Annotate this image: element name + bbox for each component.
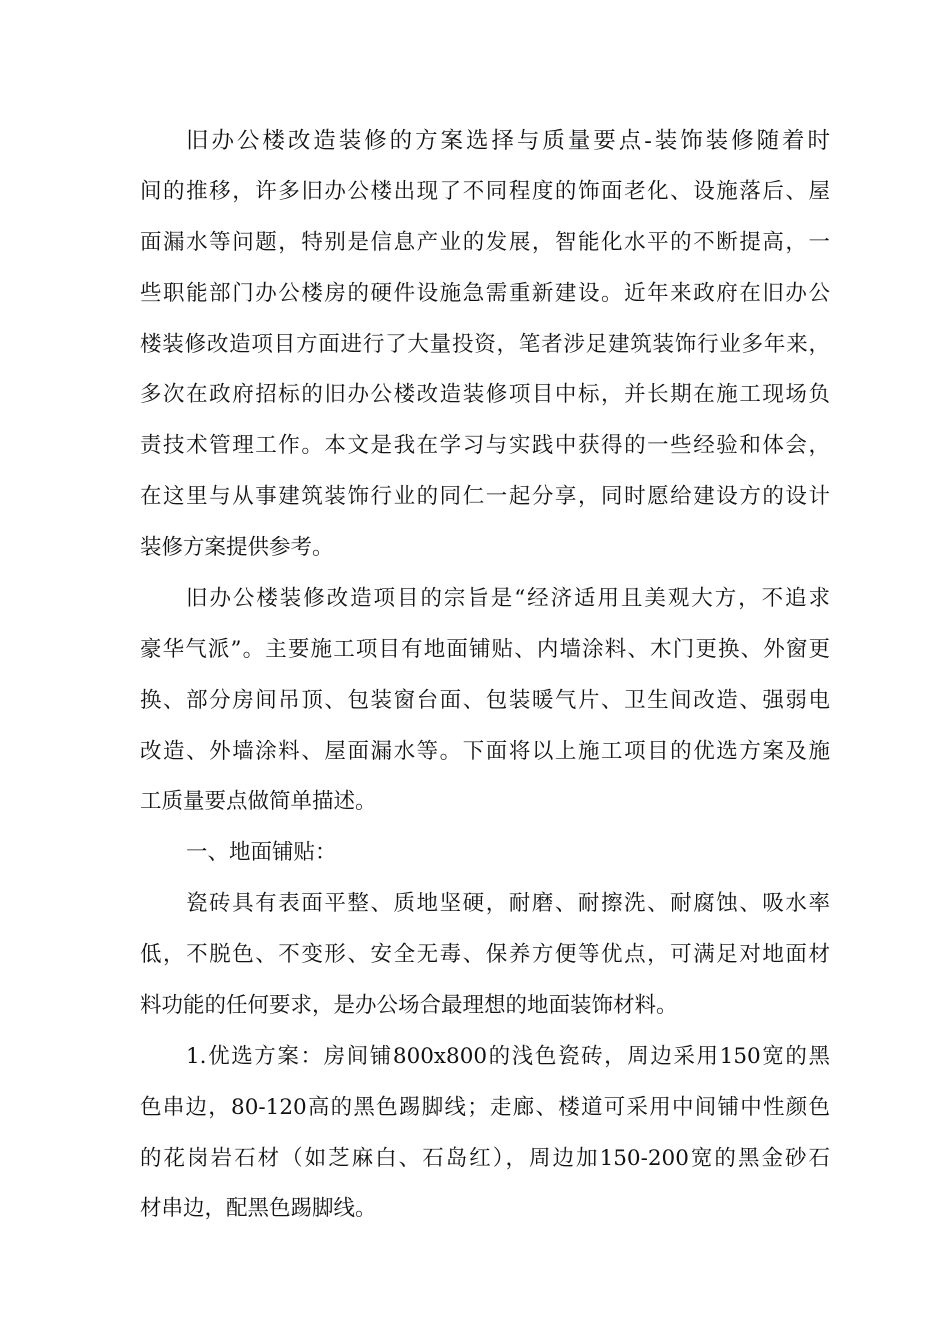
paragraph-1-line-2: 间的推移，许多旧办公楼出现了不同程度的饰面老化、设施落后、屋 bbox=[140, 179, 830, 204]
paragraph-1-line-4: 些职能部门办公楼房的硬件设施急需重新建设。近年来政府在旧办公 bbox=[140, 281, 830, 306]
paragraph-4-line-2: 色串边，80-120高的黑色踢脚线；走廊、楼道可采用中间铺中性颜色 bbox=[140, 1095, 830, 1120]
paragraph-4-line-3: 的花岗岩石材（如芝麻白、石岛红），周边加150-200宽的黑金砂石 bbox=[140, 1146, 830, 1171]
paragraph-3-line-1: 瓷砖具有表面平整、质地坚硬，耐磨、耐擦洗、耐腐蚀、吸水率 bbox=[186, 891, 830, 916]
paragraph-2-line-4: 改造、外墙涂料、屋面漏水等。下面将以上施工项目的优选方案及施 bbox=[140, 739, 830, 764]
section-heading: 一、地面铺贴： bbox=[186, 840, 337, 865]
paragraph-4-line-4: 材串边，配黑色踢脚线。 bbox=[140, 1196, 377, 1221]
paragraph-3-line-2: 低，不脱色、不变形、安全无毒、保养方便等优点，可满足对地面材 bbox=[140, 942, 830, 967]
paragraph-2-line-5: 工质量要点做简单描述。 bbox=[140, 789, 377, 814]
paragraph-1-line-5: 楼装修改造项目方面进行了大量投资，笔者涉足建筑装饰行业多年来， bbox=[140, 332, 830, 357]
paragraph-1-line-7: 责技术管理工作。本文是我在学习与实践中获得的一些经验和体会， bbox=[140, 433, 830, 458]
paragraph-3-line-3: 料功能的任何要求，是办公场合最理想的地面装饰材料。 bbox=[140, 993, 678, 1018]
paragraph-1-line-1: 旧办公楼改造装修的方案选择与质量要点-装饰装修随着时 bbox=[186, 128, 830, 154]
paragraph-4-line-1: 1.优选方案：房间铺800x800的浅色瓷砖，周边采用150宽的黑 bbox=[186, 1044, 830, 1069]
paragraph-2-line-1: 旧办公楼装修改造项目的宗旨是“经济适用且美观大方，不追求 bbox=[186, 586, 830, 611]
paragraph-1-line-9: 装修方案提供参考。 bbox=[140, 535, 334, 560]
paragraph-2-line-2: 豪华气派”。主要施工项目有地面铺贴、内墙涂料、木门更换、外窗更 bbox=[140, 637, 830, 662]
paragraph-1-line-8: 在这里与从事建筑装饰行业的同仁一起分享，同时愿给建设方的设计 bbox=[140, 484, 830, 509]
paragraph-2-line-3: 换、部分房间吊顶、包装窗台面、包装暖气片、卫生间改造、强弱电 bbox=[140, 688, 830, 713]
paragraph-1-line-3: 面漏水等问题，特别是信息产业的发展，智能化水平的不断提高，一 bbox=[140, 230, 830, 255]
paragraph-1-line-6: 多次在政府招标的旧办公楼改造装修项目中标，并长期在施工现场负 bbox=[140, 382, 830, 407]
